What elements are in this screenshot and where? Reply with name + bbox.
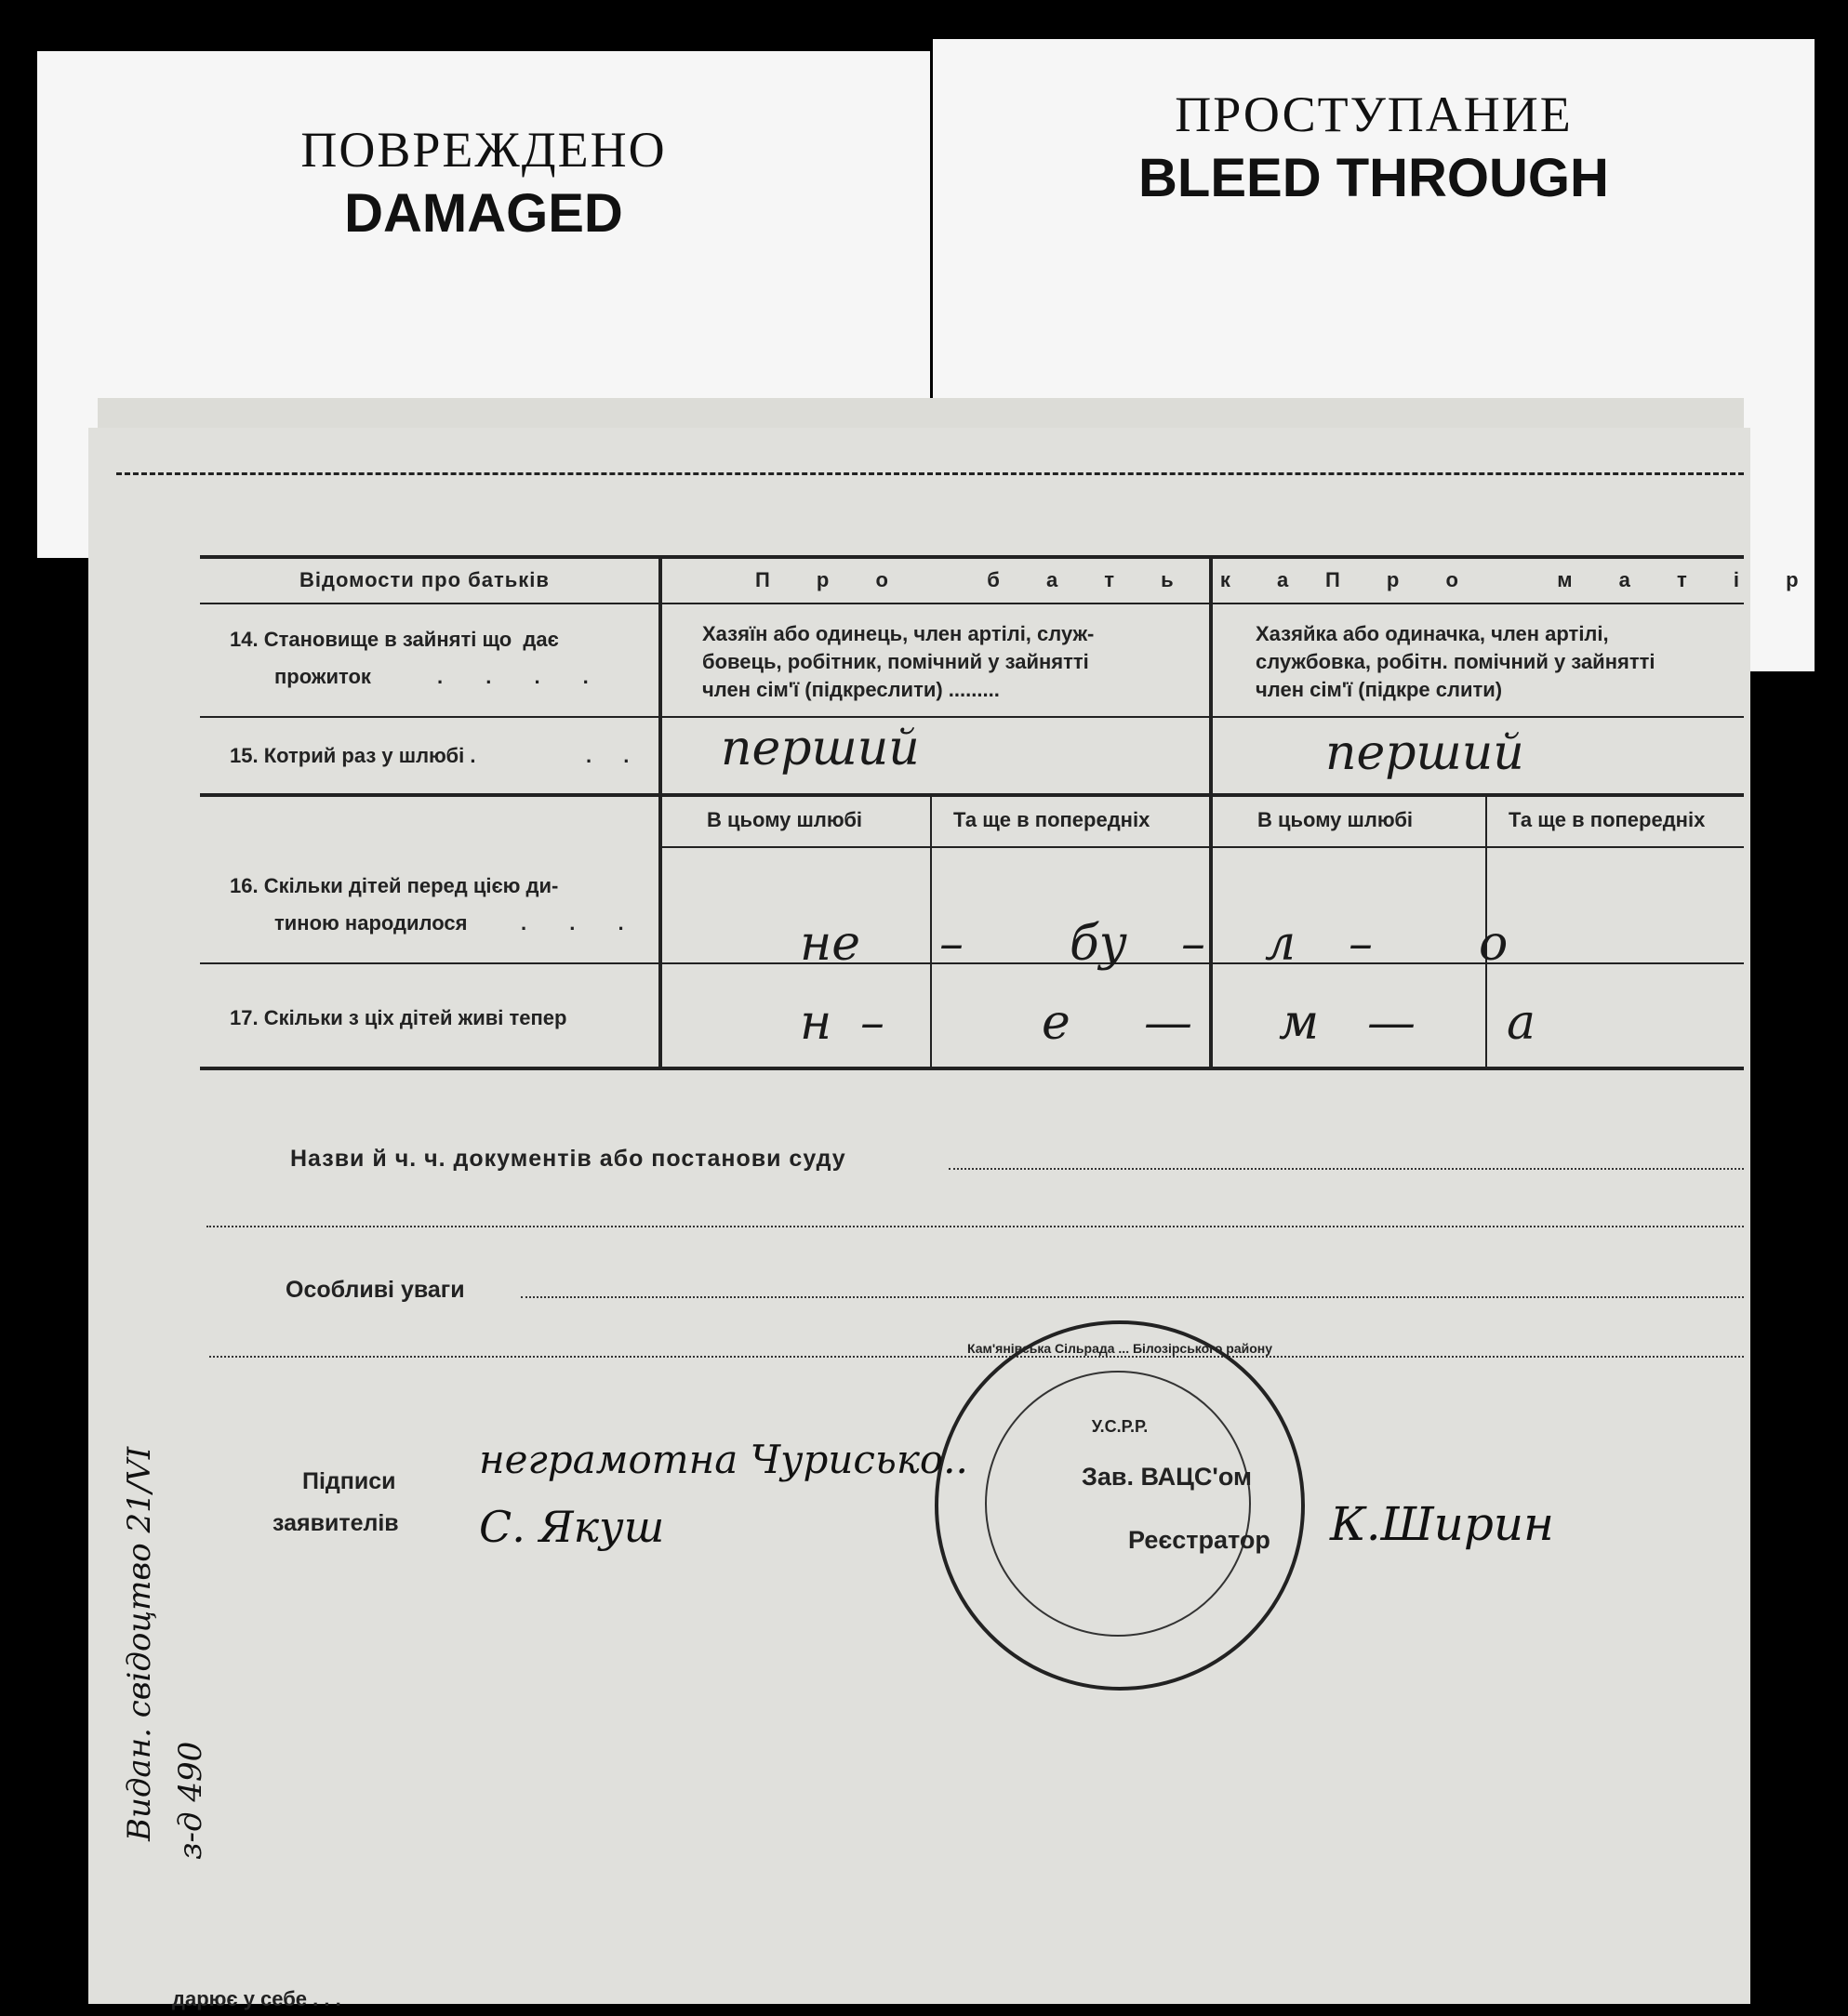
row14-mother-line2: службовка, робітн. помічний у зайнятті [1256, 650, 1655, 673]
row15-bottom-rule [200, 793, 1744, 797]
signatures-label-line2: заявителів [273, 1510, 399, 1536]
signatures-label-line1: Підписи [302, 1468, 396, 1494]
row17-value-4: — [1144, 995, 1192, 1051]
subheader-father-previous: Та ще в попередніх [953, 808, 1150, 831]
header-about-father: П р о б а т ь к а [755, 568, 1310, 591]
subheader-mother-current: В цьому шлюбі [1257, 808, 1414, 831]
row17-value-5: м [1279, 995, 1320, 1051]
row16-label-line2: тиною народилося [274, 911, 468, 935]
subheader-mother-previous: Та ще в попередніх [1509, 808, 1706, 831]
registrar-signature: К.Ширин [1330, 1497, 1554, 1551]
row15-mother-value: перший [1325, 725, 1524, 781]
registrar-label: Реєстратор [1128, 1526, 1270, 1554]
special-notes-line-1 [521, 1296, 1744, 1298]
row14-mother-line1: Хазяйка або одиначка, член артілі, [1256, 622, 1609, 645]
row16-value-5: л [1265, 916, 1296, 972]
bleed-through-label-en: BLEED THROUGH [1138, 148, 1609, 208]
table-bottom-rule [200, 1067, 1744, 1070]
row16-label-line1: 16. Скільки дітей перед цією ди- [230, 874, 559, 897]
perforation-line [116, 472, 1744, 475]
header-parents-info: Відомости про батьків [299, 568, 550, 591]
signature-line-2: С. Якуш [479, 1502, 665, 1552]
subheader-bottom-rule [660, 846, 1744, 848]
row16-value-4: – [1181, 916, 1205, 972]
row16-value-1: не [800, 916, 861, 972]
row16-bottom-rule [200, 962, 1744, 964]
header-bottom-rule [200, 603, 1744, 604]
row17-value-7: а [1507, 995, 1536, 1051]
row14-label-dots: . . . . [437, 665, 607, 688]
table-top-rule [200, 555, 1744, 559]
documents-line-2 [206, 1226, 1744, 1227]
stamp-inner-ring [985, 1371, 1251, 1637]
row14-father-line3: член сім'ї (підкреслити) ......... [702, 678, 1000, 701]
official-stamp [935, 1320, 1305, 1691]
row14-mother-line3: член сім'ї (підкре слити) [1256, 678, 1503, 701]
row16-value-2: – [939, 916, 964, 972]
row14-father-line1: Хазяїн або одинець, член артілі, служ- [702, 622, 1095, 645]
row16-value-3: бу [1070, 916, 1127, 972]
row14-bottom-rule [200, 716, 1744, 718]
row16-value-6: – [1349, 916, 1373, 972]
row14-label-line1: 14. Становище в зайняті що дає [230, 628, 559, 651]
row17-value-6: — [1367, 995, 1416, 1051]
row15-father-value: перший [721, 721, 920, 776]
signature-line-1: неграмотна Чурисько.. [479, 1437, 968, 1482]
stamp-center-text: У.С.Р.Р. [1091, 1417, 1149, 1436]
row14-father-line2: бовець, робітник, помічний у зайнятті [702, 650, 1089, 673]
margin-note-line1: Видан. свідоцтво 21/VI [121, 1446, 158, 1841]
footer-text: дарює у себе . . . [172, 1987, 341, 2010]
special-notes-label: Особливі уваги [286, 1277, 465, 1303]
row17-value-3: е [1042, 995, 1070, 1051]
row16-label-dots: . . . [521, 911, 643, 935]
subheader-father-current: В цьому шлюбі [707, 808, 863, 831]
margin-note-line2: з-д 490 [172, 1741, 209, 1860]
col-divider-mother [1209, 558, 1213, 1069]
row16-value-7: о [1479, 916, 1509, 972]
header-about-mother: П р о м а т і р [1325, 568, 1819, 591]
stamp-ring-text: Кам'янівська Сільрада ... Білозірського району [966, 1341, 1272, 1356]
row15-label-dots: . . [586, 744, 643, 767]
documents-label: Назви й ч. ч. документів або постанови суду [290, 1146, 846, 1172]
damaged-label-ru: ПОВРЕЖДЕНО [300, 122, 667, 178]
special-notes-line-2 [209, 1356, 1744, 1358]
row17-value-2: – [860, 995, 884, 1051]
col-divider-main [658, 558, 662, 1069]
head-label: Зав. ВАЦС'ом [1082, 1463, 1252, 1491]
col-divider-father-sub [930, 797, 932, 1069]
row14-label-line2: прожиток [274, 665, 371, 688]
row15-label: 15. Котрий раз у шлюбі . [230, 744, 476, 767]
row17-value-1: н [800, 995, 832, 1051]
bleed-through-label-ru: ПРОСТУПАНИЕ [1175, 86, 1573, 142]
damaged-label-en: DAMAGED [344, 183, 623, 244]
row17-label: 17. Скільки з ціх дітей живі тепер [230, 1006, 567, 1029]
documents-line-1 [949, 1168, 1744, 1170]
